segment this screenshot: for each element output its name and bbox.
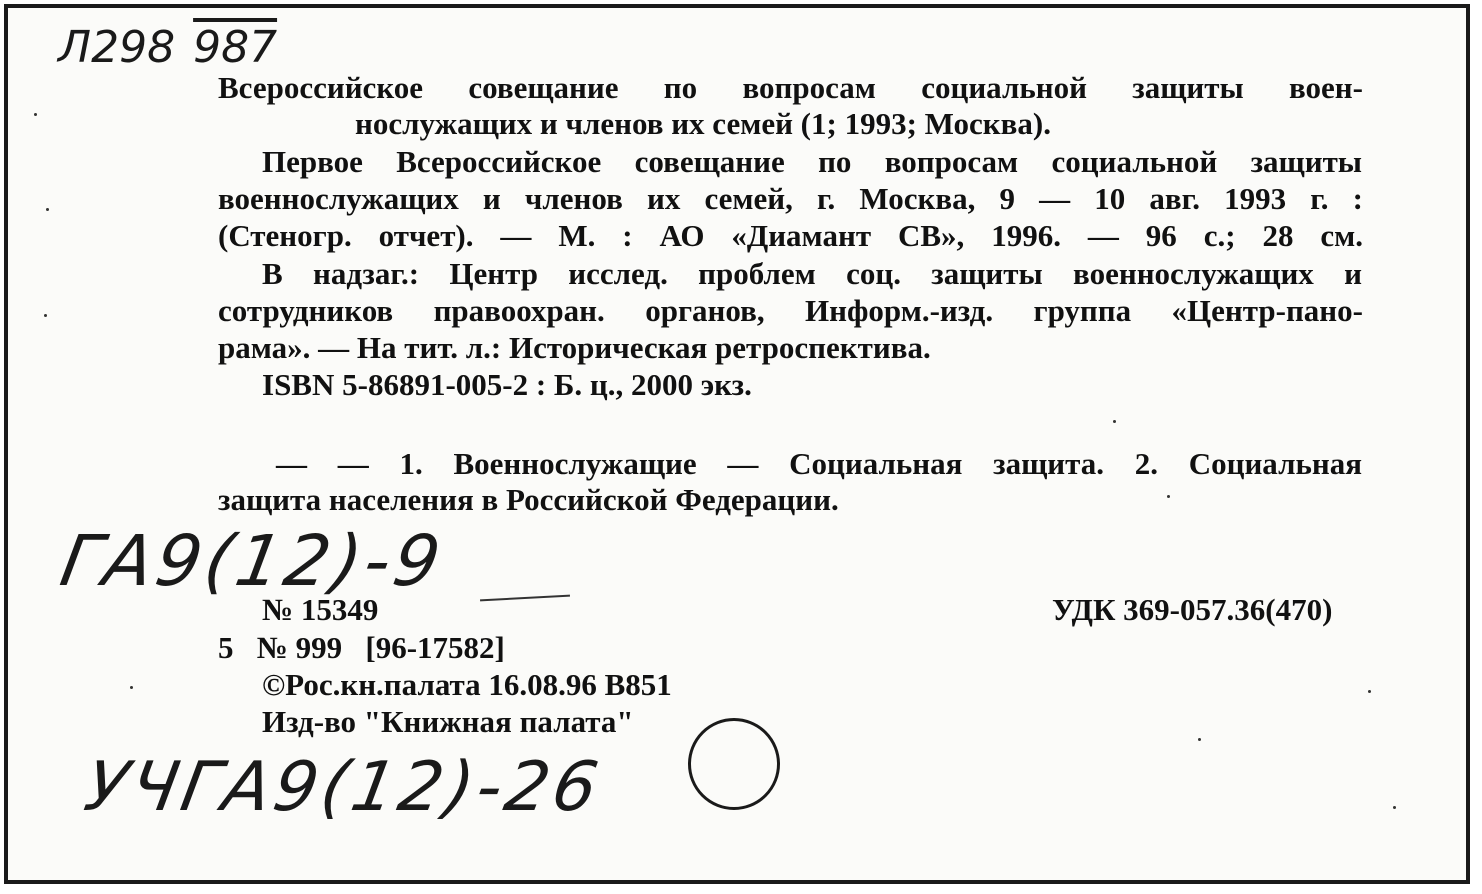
handwritten-circle xyxy=(688,718,780,810)
handwritten-class-mark-2: УЧГА9(12)-26 xyxy=(79,748,608,827)
publisher-line: Изд-во "Книжная палата" xyxy=(262,704,634,739)
dust-speck xyxy=(34,113,37,116)
dust-speck xyxy=(1167,495,1170,498)
handwritten-number-over: 987 xyxy=(193,22,278,73)
dust-speck xyxy=(1113,420,1116,423)
udk-code: УДК 369-057.36(470) xyxy=(1052,592,1333,627)
dust-speck xyxy=(44,314,47,317)
entry-title-line-1: Первое Всероссийское совещание по вопросам социальной защиты xyxy=(262,144,1362,179)
entry-subjects-line-1: — — 1. Военнослужащие — Социальная защита. 2. Социальная xyxy=(276,446,1362,481)
handwritten-class-mark-1: ГА9(12)-9 xyxy=(54,520,451,602)
handwritten-number xyxy=(58,22,277,73)
entry-note-line-2: сотрудников правоохран. органов, Информ.-изд. группа «Центр-пано- xyxy=(218,293,1363,328)
dust-speck xyxy=(130,686,133,689)
entry-heading-line-1: Всероссийское совещание по вопросам социальной защиты воен- xyxy=(218,70,1363,105)
entry-title-line-2: военнослужащих и членов их семей, г. Москва, 9 — 10 авг. 1993 г. : xyxy=(218,181,1363,216)
entry-note-line-1: В надзаг.: Центр исслед. проблем соц. защиты военнослужащих и xyxy=(262,256,1362,291)
copyright-line: ©Рос.кн.палата 16.08.96 В851 xyxy=(262,667,672,702)
entry-title-line-3: (Стеногр. отчет). — М. : АО «Диамант СВ», 1996. — 96 с.; 28 см. xyxy=(218,218,1363,253)
entry-heading-line-2: нослужащих и членов их семей (1; 1993; Москва). xyxy=(355,106,1051,141)
card-number-1: № 15349 xyxy=(262,592,379,627)
card-number-2: 5 № 999 [96-17582] xyxy=(218,630,505,665)
entry-isbn: ISBN 5-86891-005-2 : Б. ц., 2000 экз. xyxy=(262,367,752,402)
entry-note-line-3: рама». — На тит. л.: Историческая ретроспектива. xyxy=(218,330,931,365)
handwritten-number-main: Л298 xyxy=(58,22,176,73)
dust-speck xyxy=(1198,738,1201,741)
dust-speck xyxy=(1368,690,1371,693)
dust-speck xyxy=(1393,806,1396,809)
entry-subjects-line-2: защита населения в Российской Федерации. xyxy=(218,482,839,517)
dust-speck xyxy=(46,208,49,211)
